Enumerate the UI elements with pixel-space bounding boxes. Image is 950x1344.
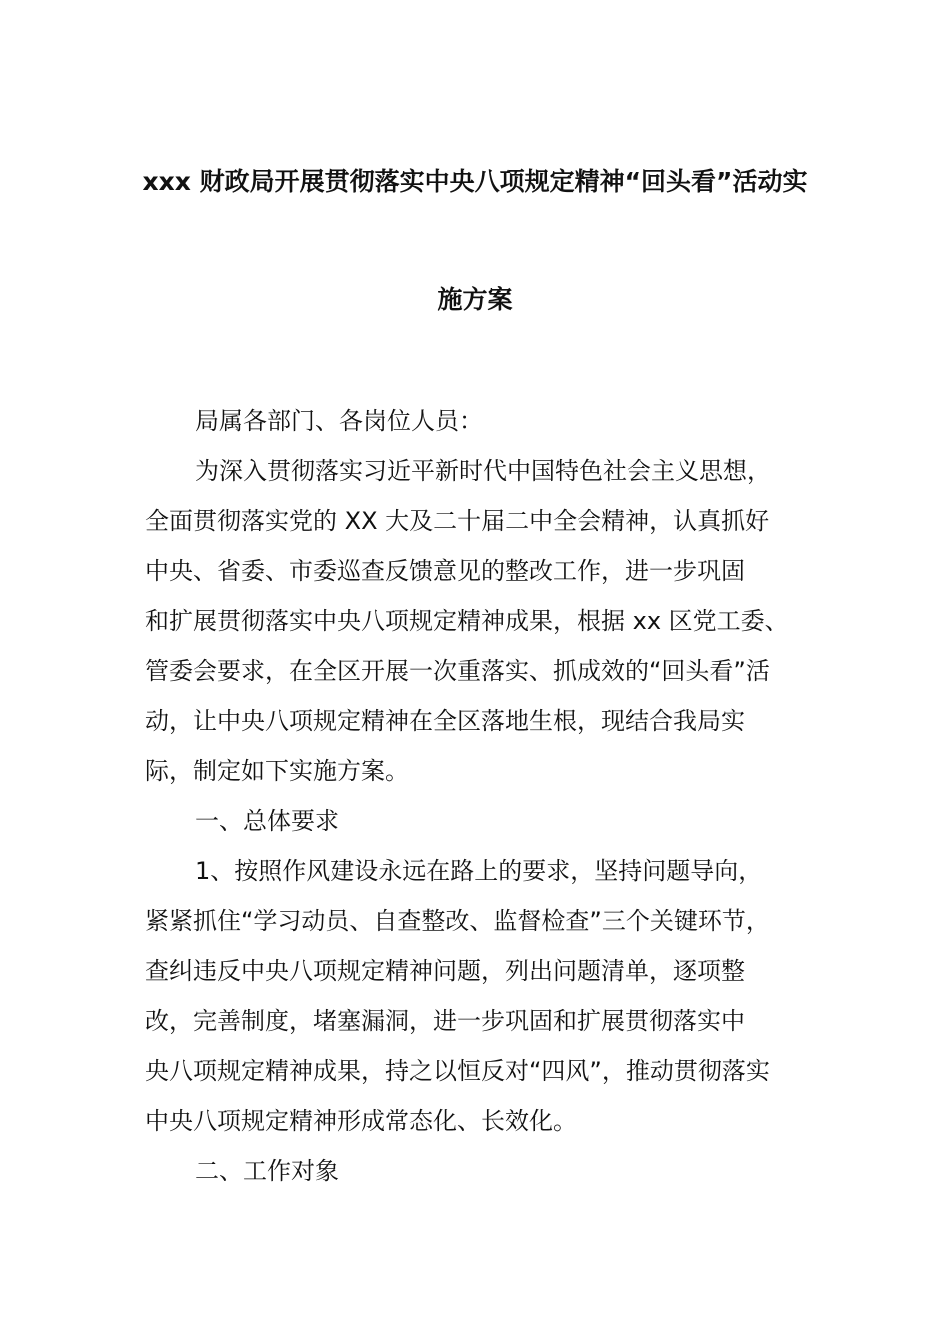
intro-line: 管委会要求，在全区开展一次重落实、抓成效的“回头看”活 [145,657,770,685]
intro-line: 动，让中央八项规定精神在全区落地生根，现结合我局实 [145,707,745,735]
intro-line: 为深入贯彻落实习近平新时代中国特色社会主义思想， [195,457,771,485]
section-1-line: 央八项规定精神成果，持之以恒反对“四风”，推动贯彻落实 [145,1057,770,1085]
section-2-heading: 二、工作对象 [195,1157,339,1185]
intro-line: 全面贯彻落实党的 XX 大及二十届二中全会精神，认真抓好 [145,507,770,535]
section-1-line: 紧紧抓住“学习动员、自查整改、监督检查”三个关键环节， [145,907,770,935]
section-1-heading: 一、总体要求 [195,807,339,835]
section-1-line: 查纠违反中央八项规定精神问题，列出问题清单，逐项整 [145,957,745,985]
section-1-line: 1、按照作风建设永远在路上的要求，坚持问题导向， [195,857,763,885]
intro-line: 中央、省委、市委巡查反馈意见的整改工作，进一步巩固 [145,557,745,585]
section-1-line: 中央八项规定精神形成常态化、长效化。 [145,1107,577,1135]
intro-line: 和扩展贯彻落实中央八项规定精神成果，根据 xx 区党工委、 [145,607,789,635]
document-title-line-2: 施方案 [437,285,513,314]
salutation: 局属各部门、各岗位人员： [195,407,483,435]
intro-line: 际，制定如下实施方案。 [145,757,409,785]
document-title-line-1: xxx 财政局开展贯彻落实中央八项规定精神“回头看”活动实 [142,167,808,196]
section-1-line: 改，完善制度，堵塞漏洞，进一步巩固和扩展贯彻落实中 [145,1007,745,1035]
